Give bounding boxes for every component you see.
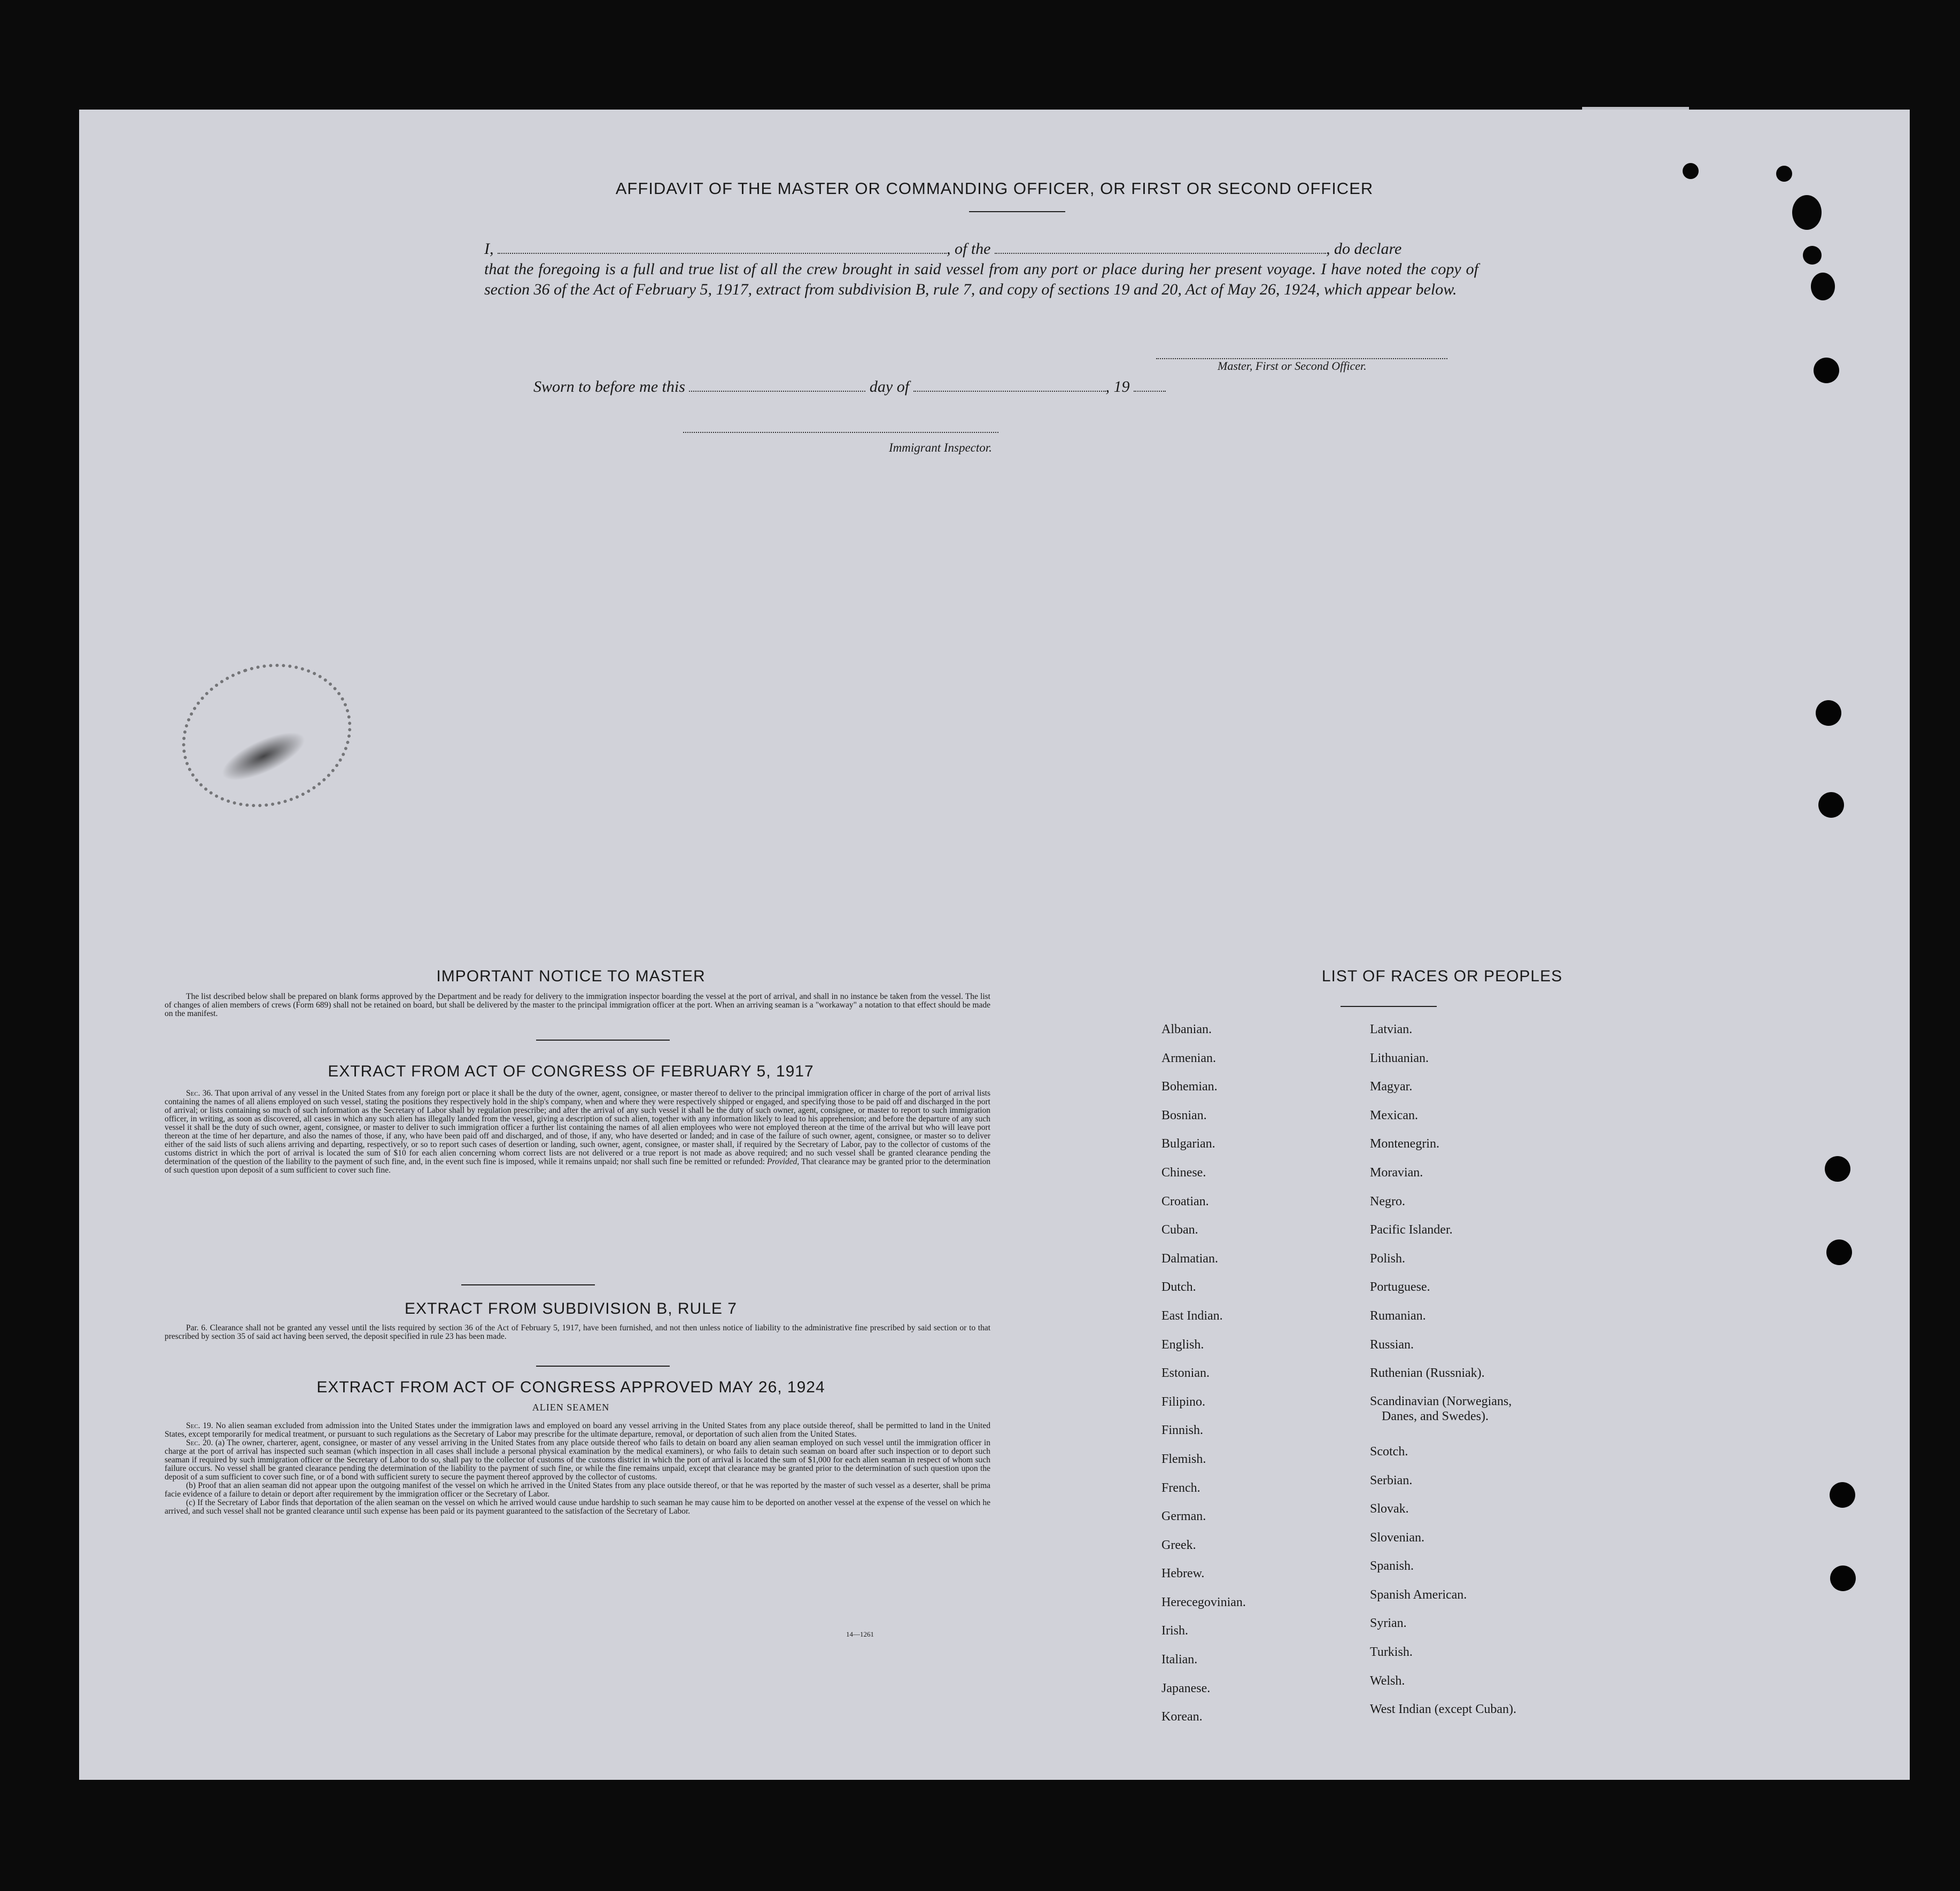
race-item [1161,1107,1365,1136]
races-column-1 [1161,1021,1365,1738]
race-name: Montenegrin. [1370,1137,1439,1151]
race-name: Herecegovinian. [1161,1595,1246,1609]
race-item [1370,1644,1648,1673]
inspector-label: Immigrant Inspector. [889,441,992,454]
race-name: Bulgarian. [1161,1137,1215,1151]
race-item [1370,1673,1648,1702]
race-name: Finnish. [1161,1423,1204,1438]
race-name: Slovak. [1370,1502,1409,1516]
rule-7-text [165,1324,990,1341]
race-item [1370,1444,1648,1472]
race-item [1370,1701,1648,1730]
race-item [1161,1050,1365,1079]
rule-7-label: Par. 6. [186,1323,207,1332]
race-name: Scandinavian (Norwegians, [1370,1394,1512,1408]
race-name: Negro. [1370,1194,1405,1208]
race-item [1370,1279,1648,1308]
race-item [1370,1136,1648,1165]
races-column-2 [1370,1021,1648,1730]
faded-stamp [163,642,370,829]
race-name: Spanish. [1370,1559,1414,1574]
punch-hole [1830,1565,1856,1591]
name-blank [498,239,947,254]
race-name: Portuguese. [1370,1280,1430,1295]
race-name: Hebrew. [1161,1567,1205,1581]
race-name: French. [1161,1481,1200,1495]
affidavit-of-the: , of the [947,240,991,258]
act-1917-body: That upon arrival of any vessel in the United States from any foreign port or place it shall be the duty of the owner, agent, consignee, or master thereof to deliver to the principal immigration officer in charge of the port of arrival lists containing the names of all aliens employed on such vessel, stating the positions they respectively hold in the ship's company, when and where they were respectively shipped or engaged, and specifying those to be paid off and discharged in the port of arrival; or lists containing so much of such information as the Secretary of Labor shall by regulation prescribe; and after the arrival of any such vessel it shall be the duty of such owner, agent, consignee, or master to report to such immigration officer, in writing, as soon as discovered, all cases in which any such alien has illegally landed from the vessel, giving a description of such alien, together with any information likely to lead to his apprehension; and before the departure of any such vessel it shall be the duty of such owner, agent, consignee, or master to deliver to such immigration officer a further list containing the names of all alien employees who were not employed thereon at the time of the arrival but who will leave port thereon at the time of her departure, and also the names of those, if any, who have been paid off and discharged, and of those, if any, who have deserted or landed; and in case of the failure of such owner, agent, consignee, or master so to deliver either of the said lists of such aliens arriving and departing, respectively, or so to report such cases of desertion or landing, such owner, agent, consignee, or master shall, if required by the Secretary of Labor, pay to the collector of customs of the customs district in which the port of arrival is located the sum of $10 for each alien concerning whom correct lists are not delivered or a true report is not made as above required; and no such vessel shall be granted clearance pending the determination of the question of the liability to the payment of such fine, and, in the event such fine is imposed, while it remains unpaid; nor shall such fine be remitted or refunded: [165,1089,990,1166]
race-name: Welsh. [1370,1673,1405,1688]
race-name: Greek. [1161,1538,1196,1552]
binding-blot [1803,246,1822,265]
races-title-rule [1341,1006,1437,1007]
race-item [1370,1021,1648,1050]
race-name: Japanese. [1161,1681,1211,1695]
race-name: Syrian. [1370,1616,1407,1631]
punch-hole [1818,792,1844,818]
race-item [1370,1365,1648,1394]
race-name: Turkish. [1370,1645,1413,1660]
sworn-prefix: Sworn to before me this [533,378,685,396]
race-item [1161,1165,1365,1194]
punch-hole [1814,358,1839,383]
race-name: Croatian. [1161,1194,1209,1208]
races-title: LIST OF RACES OR PEOPLES [1321,967,1563,985]
race-item [1370,1222,1648,1251]
act-1917-title: EXTRACT FROM ACT OF CONGRESS OF FEBRUARY 5, 1917 [328,1063,814,1080]
binding-blot [1776,166,1792,182]
binding-blot [1683,163,1699,179]
race-item [1370,1587,1648,1616]
act-1924-sec-20c: (c) If the Secretary of Labor finds that deportation of the alien seaman on the vessel on which he arrived would cause undue hardship to such seaman he may cause him to be deported on another vessel at the expense of the vessel on which he arrived, and such vessel shall not be granted clearance until such expense has been paid or its payment guaranteed to the satisfaction of the Secretary of Labor. [165,1498,990,1516]
race-name: Dutch. [1161,1280,1196,1295]
race-item [1370,1079,1648,1107]
race-name: Latvian. [1370,1022,1413,1036]
race-item [1370,1194,1648,1222]
race-name: Slovenian. [1370,1530,1424,1545]
race-item [1161,1623,1365,1652]
race-name: Lithuanian. [1370,1051,1429,1065]
inspector-signature-line [683,432,998,433]
race-name: Korean. [1161,1710,1203,1724]
notice-rule [536,1040,670,1041]
notice-title: IMPORTANT NOTICE TO MASTER [436,967,706,985]
race-item [1161,1079,1365,1107]
race-name: Bosnian. [1161,1108,1207,1122]
sec-19-body: No alien seaman excluded from admission into the United States under the immigration laws and employed on board any vessel arriving in the United States from any place outside thereof, shall be permitted to land in the United States, except temporarily for medical treatment, or pursuant to such regulations as the Secretary of Labor may prescribe for the ultimate departure, removal, or deportation of such alien from the United States. [165,1421,990,1439]
race-name: Magyar. [1370,1080,1413,1094]
race-item [1370,1251,1648,1280]
race-item [1161,1337,1365,1366]
race-name: Cuban. [1161,1223,1198,1237]
race-name: Spanish American. [1370,1587,1467,1602]
race-name: Estonian. [1161,1366,1210,1381]
affidavit-body [484,239,1478,300]
race-name: Serbian. [1370,1473,1413,1487]
punch-hole [1825,1156,1850,1182]
race-item [1161,1680,1365,1709]
sworn-year-blank [1134,377,1166,392]
race-name: Polish. [1370,1251,1406,1266]
act-1917-provided: Provided, [766,1157,800,1166]
race-item [1161,1279,1365,1308]
race-item [1161,1480,1365,1509]
race-item [1161,1508,1365,1537]
act-1917-rule [461,1284,595,1285]
notice-text: The list described below shall be prepared on blank forms approved by the Department and be ready for delivery to the immigration inspector boarding the vessel at the port of arrival, and shall in no instance be taken from the vessel. The list of changes of alien members of crews (Form 689) shall not be retained on board, but shall be delivered by the master to the principal immigration officer at the port. When an arriving seaman is a "workaway" a notation to that effect should be made on the manifest. [165,992,990,1018]
rule-7-rule [536,1366,670,1367]
binding-blot [1792,195,1822,230]
race-item [1370,1337,1648,1366]
race-item [1161,1136,1365,1165]
binding-blot [1811,273,1835,300]
form-number: 14—1261 [846,1630,874,1638]
race-item [1161,1308,1365,1337]
race-name-continuation: Danes, and Swedes). [1382,1409,1489,1423]
sworn-line [533,377,1166,396]
race-name: English. [1161,1337,1204,1352]
race-item [1161,1251,1365,1280]
race-item [1370,1165,1648,1194]
act-1917-body-end: That clearance may be granted prior to the determination of such question upon deposit of a sum sufficient to cover such fine. [165,1157,991,1175]
sworn-year-prefix: , 19 [1105,378,1130,396]
race-name: Italian. [1161,1653,1198,1667]
race-name: Scotch. [1370,1444,1408,1459]
race-item [1370,1107,1648,1136]
punch-hole [1816,700,1841,726]
vessel-blank [995,239,1326,254]
race-item [1161,1021,1365,1050]
act-1917-section-label: Sec. 36. [186,1089,213,1098]
race-item [1370,1308,1648,1337]
sec-20-label: Sec. 20. [186,1438,213,1447]
affidavit-title-rule [969,211,1065,212]
race-name: Albanian. [1161,1022,1212,1036]
race-item [1370,1050,1648,1079]
race-name: East Indian. [1161,1308,1223,1323]
race-name: Armenian. [1161,1051,1216,1065]
race-item [1161,1222,1365,1251]
act-1924-sec-20a [165,1439,990,1482]
race-name: Irish. [1161,1624,1188,1638]
act-1924-sec-19 [165,1422,990,1439]
race-item [1161,1194,1365,1222]
race-name: Dalmatian. [1161,1251,1218,1266]
race-name: Bohemian. [1161,1080,1218,1094]
sworn-day-of: day of [869,378,910,396]
race-name: Rumanian. [1370,1308,1426,1323]
affidavit-do-declare: , do declare [1326,240,1402,258]
race-item [1370,1501,1648,1530]
race-name: West Indian (except Cuban). [1370,1702,1516,1717]
race-name: Flemish. [1161,1452,1206,1466]
act-1924-sec-20b: (b) Proof that an alien seaman did not appear upon the outgoing manifest of the vessel on which he arrived in the United States from any place outside thereof, or that he was reported by the master of such vessel as a deserter, shall be prima facie evidence of a failure to detain or deport after requirement by the immigration officer or the Secretary of Labor. [165,1481,990,1499]
race-item [1161,1537,1365,1566]
race-item [1370,1530,1648,1559]
affidavit-title: AFFIDAVIT OF THE MASTER OR COMMANDING OFFICER, OR FIRST OR SECOND OFFICER [615,179,1374,198]
document-page [79,110,1910,1780]
punch-hole [1826,1239,1852,1265]
act-1917-text [165,1089,990,1175]
race-item [1161,1365,1365,1394]
sworn-month-blank [913,377,1106,392]
race-name: Mexican. [1370,1108,1418,1122]
race-name: Pacific Islander. [1370,1223,1453,1237]
punch-hole [1830,1482,1855,1508]
race-item [1161,1451,1365,1480]
race-item [1370,1472,1648,1501]
sec-19-label: Sec. 19. [186,1421,213,1430]
act-1924-text [165,1422,990,1516]
affidavit-i: I, [484,240,494,258]
race-item [1161,1565,1365,1594]
race-name: Ruthenian (Russniak). [1370,1366,1485,1381]
race-item [1161,1394,1365,1423]
race-item [1161,1422,1365,1451]
race-item [1161,1652,1365,1680]
race-item [1161,1594,1365,1623]
rule-7-body: Clearance shall not be granted any vessel until the lists required by section 36 of the Act of February 5, 1917, have been furnished, and not then unless notice of liability to the administrative fine prescribed by said section or to that prescribed by section 35 of said act having been served, the deposit specified in rule 23 has been made. [165,1323,991,1341]
race-item [1370,1615,1648,1644]
race-name: Moravian. [1370,1165,1423,1180]
sworn-day-blank [689,377,865,392]
sec-20a-body: (a) The owner, charterer, agent, consignee, or master of any vessel arriving in the United States from any place outside thereof who fails to detain on board any alien seaman employed on such vessel until the immigration officer in charge at the port of arrival has inspected such seaman (which inspection in all cases shall include a personal physical examination by the medical examiners), or who fails to detain such seaman on board after such inspection or to deport such seaman if required by such immigration officer or the Secretary of Labor to do so, shall pay to the collector of customs of the customs district in which the port of arrival is located the sum of $1,000 for each alien seaman in respect of whom such failure occurs. No vessel shall be granted clearance pending the determination of the liability to the payment of such fine, or while the fine remains unpaid, except that clearance may be granted prior to the determination of such question upon the deposit of a sum sufficient to cover such fine, or of a bond with sufficient surety to secure the payment thereof approved by the collector of customs. [165,1438,990,1482]
race-item [1370,1558,1648,1587]
race-item [1161,1709,1365,1738]
race-item [1370,1394,1648,1444]
race-name: Chinese. [1161,1165,1206,1180]
rule-7-title: EXTRACT FROM SUBDIVISION B, RULE 7 [405,1300,737,1318]
master-label: Master, First or Second Officer. [1218,359,1367,373]
race-name: German. [1161,1509,1206,1524]
act-1924-title: EXTRACT FROM ACT OF CONGRESS APPROVED MAY 26, 1924 [316,1378,825,1396]
affidavit-declaration: that the foregoing is a full and true list of all the crew brought in said vessel from any port or place during her present voyage. I have noted the copy of section 36 of the Act of February 5, 1917, extract from subdivision B, rule 7, and copy of sections 19 and 20, Act of May 26, 1924, which appear below. [484,260,1478,298]
act-1924-subtitle: ALIEN SEAMEN [532,1402,610,1413]
race-name: Filipino. [1161,1394,1206,1409]
race-name: Russian. [1370,1337,1414,1352]
